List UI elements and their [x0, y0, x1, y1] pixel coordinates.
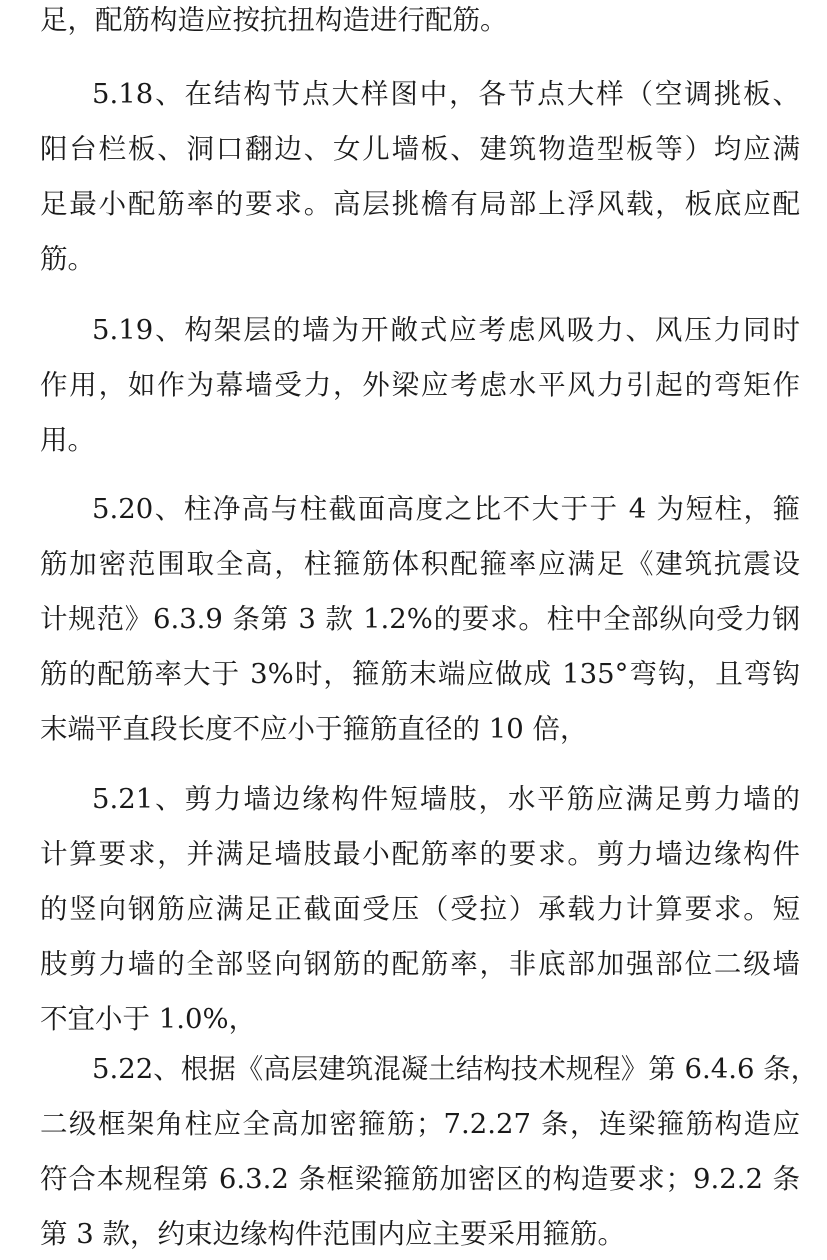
paragraph-5-19-line-2: 作用，如作为幕墙受力，外梁应考虑水平风力引起的弯矩作 — [40, 369, 800, 401]
paragraph-5-20-line-5: 末端平直段长度不应小于箍筋直径的 10 倍， — [40, 713, 588, 745]
paragraph-5-20-line-4: 筋的配筋率大于 3%时，箍筋末端应做成 135°弯钩，且弯钩 — [40, 658, 800, 690]
paragraph-5-18-line-2: 阳台栏板、洞口翻边、女儿墙板、建筑物造型板等）均应满 — [40, 133, 800, 165]
paragraph-5-20-line-3: 计规范》6.3.9 条第 3 款 1.2%的要求。柱中全部纵向受力钢 — [40, 603, 800, 635]
paragraph-5-19-line-3: 用。 — [40, 424, 95, 456]
paragraph-5-19-line-1: 5.19、构架层的墙为开敞式应考虑风吸力、风压力同时 — [92, 314, 800, 346]
paragraph-5-21-line-1: 5.21、剪力墙边缘构件短墙肢，水平筋应满足剪力墙的 — [92, 783, 800, 815]
paragraph-5-20-line-2: 筋加密范围取全高，柱箍筋体积配箍率应满足《建筑抗震设 — [40, 548, 800, 580]
paragraph-5-22-line-3: 符合本规程第 6.3.2 条框梁箍筋加密区的构造要求；9.2.2 条 — [40, 1163, 800, 1195]
paragraph-5-18-line-3: 足最小配筋率的要求。高层挑檐有局部上浮风载，板底应配 — [40, 188, 800, 220]
paragraph-5-18-line-4: 筋。 — [40, 243, 95, 275]
paragraph-5-21-line-3: 的竖向钢筋应满足正截面受压（受拉）承载力计算要求。短 — [40, 893, 800, 925]
paragraph-5-22-line-4: 第 3 款，约束边缘构件范围内应主要采用箍筋。 — [40, 1218, 625, 1250]
paragraph-5-22-line-1: 5.22、根据《高层建筑混凝土结构技术规程》第 6.4.6 条， — [92, 1053, 819, 1085]
paragraph-5-21-line-4: 肢剪力墙的全部竖向钢筋的配筋率，非底部加强部位二级墙 — [40, 948, 800, 980]
paragraph-5-20-line-1: 5.20、柱净高与柱截面高度之比不大于于 4 为短柱，箍 — [92, 493, 800, 525]
paragraph-5-22-line-2: 二级框架角柱应全高加密箍筋；7.2.27 条，连梁箍筋构造应 — [40, 1108, 800, 1140]
paragraph-5-21-line-2: 计算要求，并满足墙肢最小配筋率的要求。剪力墙边缘构件 — [40, 838, 800, 870]
paragraph-5-18-line-1: 5.18、在结构节点大样图中，各节点大样（空调挑板、 — [92, 78, 800, 110]
paragraph-5-21-line-5: 不宜小于 1.0%， — [40, 1003, 257, 1035]
paragraph-5-17-line-1: 足，配筋构造应按抗扭构造进行配筋。 — [40, 4, 508, 36]
